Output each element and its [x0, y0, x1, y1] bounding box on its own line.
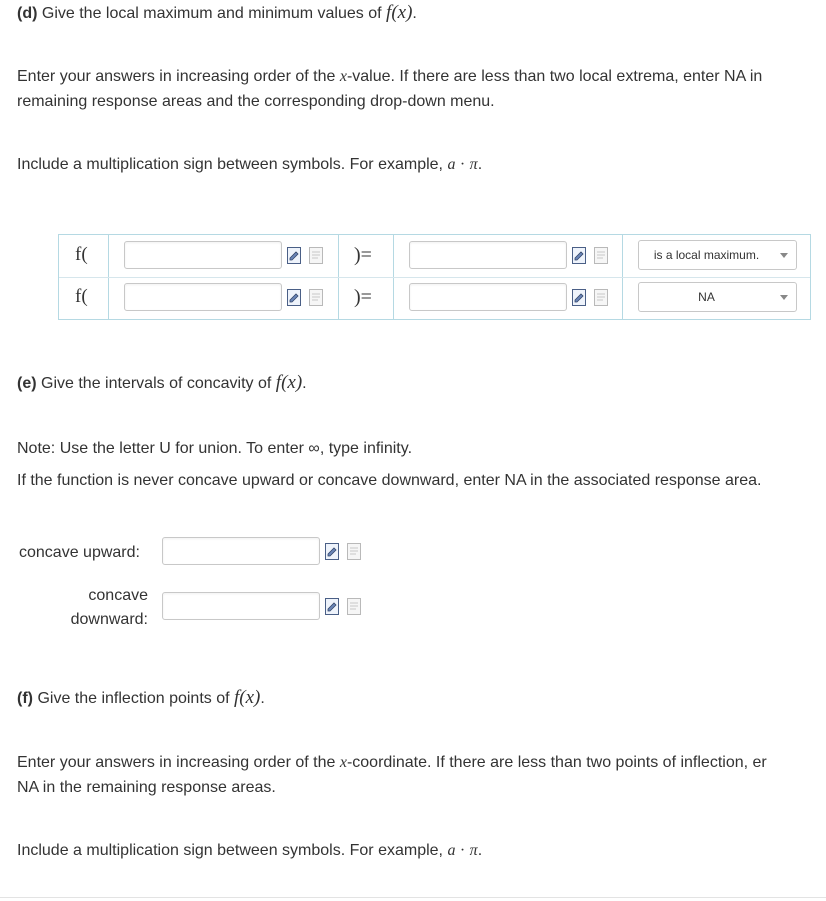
part-f-question: Give the inflection points of: [37, 690, 230, 707]
part-d-instr-var: x: [339, 68, 347, 85]
row2-x-edit-icon[interactable]: [287, 289, 301, 306]
part-f-end: .: [260, 690, 265, 707]
concave-down-edit-icon[interactable]: [325, 598, 339, 615]
part-f-example-text: Include a multiplication sign between symbols. For example,: [17, 842, 443, 859]
part-f-example: [17, 840, 482, 862]
part-d-heading: [17, 2, 417, 25]
part-f-arg: (x): [239, 687, 261, 708]
row2-value-input[interactable]: [409, 283, 567, 311]
concave-down-label: [60, 584, 148, 632]
part-e-func: f: [275, 372, 282, 393]
concave-up-label: concave upward:: [19, 544, 140, 561]
part-f-instr-1a: Enter your answers in increasing order of the: [17, 754, 336, 771]
row1-x-edit-icon[interactable]: [287, 247, 301, 264]
part-e-label: (e): [17, 375, 37, 392]
example-end: .: [477, 156, 483, 173]
bottom-divider: [0, 897, 826, 898]
extrema-table: [58, 234, 811, 320]
part-d-func: f: [386, 2, 392, 23]
example-end: .: [477, 842, 483, 859]
part-d-example-text: Include a multiplication sign between symbols. For example,: [17, 156, 443, 173]
concave-down-label-2: downward:: [70, 611, 148, 628]
part-e-arg: (x): [281, 372, 303, 393]
example-dot: ·: [459, 842, 466, 859]
example-a: a: [447, 842, 456, 859]
part-e-heading: [17, 372, 307, 395]
part-e-note: Note: Use the letter U for union. To enter ∞, type infinity.: [17, 440, 413, 457]
row1-value-edit-icon[interactable]: [572, 247, 586, 264]
row1-dropdown-value: is a local maximum.: [653, 248, 760, 262]
part-f-func: f: [234, 687, 240, 708]
row1-extremum-dropdown[interactable]: [638, 240, 797, 270]
row1-value-input[interactable]: [409, 241, 567, 269]
example-pi: π: [469, 842, 478, 859]
part-d-arg: (x): [391, 2, 413, 23]
row2-x-input[interactable]: [124, 283, 282, 311]
row2-extremum-dropdown[interactable]: [638, 282, 797, 312]
row1-close-eq: )=: [354, 244, 372, 266]
row2-value-preview-icon[interactable]: [594, 289, 608, 306]
part-f-instr-1c: NA in the remaining response areas.: [17, 779, 276, 796]
part-d-question: Give the local maximum and minimum values of: [41, 5, 382, 22]
row1-func-open: f(: [75, 244, 88, 265]
part-f-label: (f): [17, 690, 33, 707]
concave-down-label-1: concave: [88, 587, 148, 604]
part-d-end: .: [412, 5, 417, 22]
part-d-example: [17, 154, 482, 176]
row1-x-preview-icon[interactable]: [309, 247, 323, 264]
part-d-instr-1c: remaining response areas and the corresponding drop-down menu.: [17, 93, 495, 110]
row2-func-open: f(: [75, 286, 88, 307]
row1-x-input[interactable]: [124, 241, 282, 269]
chevron-down-icon: [780, 295, 788, 300]
part-d-instr-1a: Enter your answers in increasing order of the: [17, 68, 336, 85]
row1-value-preview-icon[interactable]: [594, 247, 608, 264]
example-dot: ·: [459, 156, 466, 173]
part-e-question: Give the intervals of concavity of: [41, 375, 272, 392]
example-pi: π: [469, 156, 478, 173]
part-d-instructions: [17, 64, 826, 114]
row2-dropdown-value: NA: [698, 290, 715, 304]
part-f-heading: [17, 687, 265, 710]
concave-up-input[interactable]: [162, 537, 320, 565]
concave-down-input[interactable]: [162, 592, 320, 620]
concave-down-preview-icon[interactable]: [347, 598, 361, 615]
part-e-end: .: [302, 375, 307, 392]
part-f-instr-1b: -coordinate. If there are less than two points of inflection, er: [346, 754, 767, 771]
row2-x-preview-icon[interactable]: [309, 289, 323, 306]
part-f-instr-var: x: [339, 754, 347, 771]
part-d-instr-1b: -value. If there are less than two local extrema, enter NA in: [346, 68, 763, 85]
part-e-note2: If the function is never concave upward or concave downward, enter NA in the associated response area.: [17, 472, 762, 489]
row2-value-edit-icon[interactable]: [572, 289, 586, 306]
concave-up-edit-icon[interactable]: [325, 543, 339, 560]
part-f-instructions: [17, 750, 826, 800]
row2-close-eq: )=: [354, 286, 372, 308]
concave-up-preview-icon[interactable]: [347, 543, 361, 560]
part-d-label: (d): [17, 5, 38, 22]
chevron-down-icon: [780, 253, 788, 258]
example-a: a: [447, 156, 456, 173]
